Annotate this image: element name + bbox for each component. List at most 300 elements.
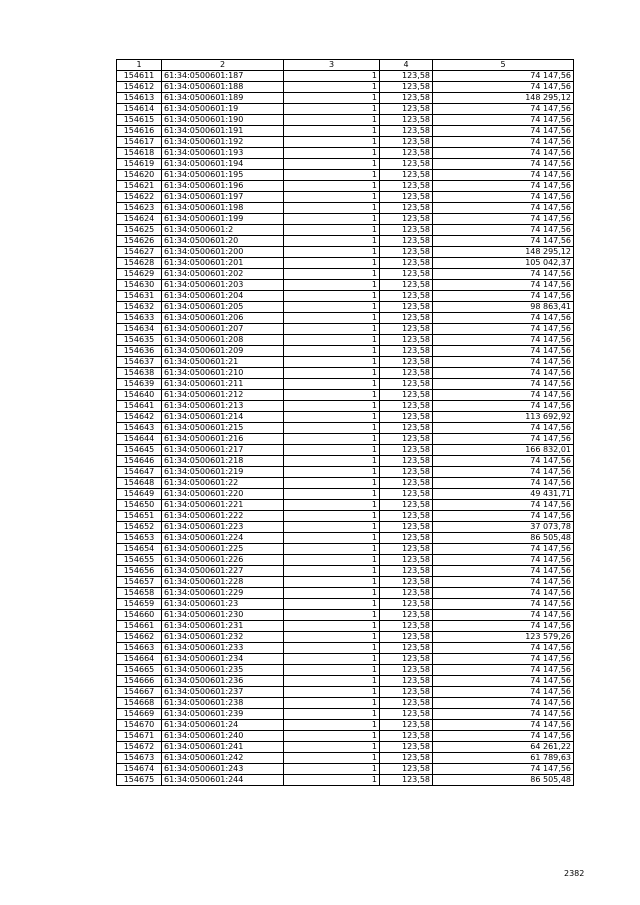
value-cell: 74 147,56 (433, 192, 574, 203)
count-cell: 1 (284, 291, 380, 302)
row-number-cell: 154640 (117, 390, 162, 401)
table-row (117, 687, 574, 698)
value-cell: 98 863,41 (433, 302, 574, 313)
area-cell: 123,58 (380, 236, 433, 247)
count-cell: 1 (284, 368, 380, 379)
cadastral-number-cell: 61:34:0500601:224 (162, 533, 284, 544)
column-header: 3 (284, 60, 380, 71)
table-row (117, 753, 574, 764)
table-row (117, 401, 574, 412)
count-cell: 1 (284, 71, 380, 82)
cadastral-number-cell: 61:34:0500601:204 (162, 291, 284, 302)
count-cell: 1 (284, 599, 380, 610)
value-cell: 74 147,56 (433, 478, 574, 489)
value-cell: 74 147,56 (433, 654, 574, 665)
value-cell: 74 147,56 (433, 291, 574, 302)
value-cell: 49 431,71 (433, 489, 574, 500)
cadastral-number-cell: 61:34:0500601:236 (162, 676, 284, 687)
count-cell: 1 (284, 192, 380, 203)
value-cell: 74 147,56 (433, 643, 574, 654)
area-cell: 123,58 (380, 159, 433, 170)
cadastral-number-cell: 61:34:0500601:228 (162, 577, 284, 588)
row-number-cell: 154661 (117, 621, 162, 632)
area-cell: 123,58 (380, 621, 433, 632)
count-cell: 1 (284, 247, 380, 258)
table-row (117, 467, 574, 478)
cadastral-number-cell: 61:34:0500601:240 (162, 731, 284, 742)
row-number-cell: 154619 (117, 159, 162, 170)
area-cell: 123,58 (380, 753, 433, 764)
row-number-cell: 154653 (117, 533, 162, 544)
area-cell: 123,58 (380, 148, 433, 159)
count-cell: 1 (284, 731, 380, 742)
area-cell: 123,58 (380, 170, 433, 181)
register-table (116, 59, 574, 786)
value-cell: 74 147,56 (433, 71, 574, 82)
value-cell: 148 295,12 (433, 93, 574, 104)
area-cell: 123,58 (380, 676, 433, 687)
count-cell: 1 (284, 170, 380, 181)
value-cell: 86 505,48 (433, 533, 574, 544)
cadastral-number-cell: 61:34:0500601:230 (162, 610, 284, 621)
count-cell: 1 (284, 753, 380, 764)
cadastral-number-cell: 61:34:0500601:232 (162, 632, 284, 643)
cadastral-number-cell: 61:34:0500601:197 (162, 192, 284, 203)
cadastral-number-cell: 61:34:0500601:225 (162, 544, 284, 555)
value-cell: 113 692,92 (433, 412, 574, 423)
area-cell: 123,58 (380, 588, 433, 599)
row-number-cell: 154613 (117, 93, 162, 104)
row-number-cell: 154636 (117, 346, 162, 357)
count-cell: 1 (284, 104, 380, 115)
count-cell: 1 (284, 632, 380, 643)
cadastral-number-cell: 61:34:0500601:207 (162, 324, 284, 335)
row-number-cell: 154670 (117, 720, 162, 731)
row-number-cell: 154622 (117, 192, 162, 203)
row-number-cell: 154620 (117, 170, 162, 181)
cadastral-number-cell: 61:34:0500601:239 (162, 709, 284, 720)
row-number-cell: 154621 (117, 181, 162, 192)
area-cell: 123,58 (380, 225, 433, 236)
cadastral-number-cell: 61:34:0500601:189 (162, 93, 284, 104)
area-cell: 123,58 (380, 544, 433, 555)
count-cell: 1 (284, 489, 380, 500)
value-cell: 148 295,12 (433, 247, 574, 258)
cadastral-number-cell: 61:34:0500601:21 (162, 357, 284, 368)
cadastral-number-cell: 61:34:0500601:213 (162, 401, 284, 412)
cadastral-number-cell: 61:34:0500601:24 (162, 720, 284, 731)
area-cell: 123,58 (380, 357, 433, 368)
cadastral-number-cell: 61:34:0500601:226 (162, 555, 284, 566)
row-number-cell: 154666 (117, 676, 162, 687)
cadastral-number-cell: 61:34:0500601:210 (162, 368, 284, 379)
row-number-cell: 154657 (117, 577, 162, 588)
row-number-cell: 154623 (117, 203, 162, 214)
table-row (117, 522, 574, 533)
value-cell: 166 832,01 (433, 445, 574, 456)
value-cell: 74 147,56 (433, 269, 574, 280)
count-cell: 1 (284, 720, 380, 731)
value-cell: 74 147,56 (433, 236, 574, 247)
area-cell: 123,58 (380, 280, 433, 291)
area-cell: 123,58 (380, 742, 433, 753)
row-number-cell: 154612 (117, 82, 162, 93)
value-cell: 74 147,56 (433, 148, 574, 159)
value-cell: 74 147,56 (433, 181, 574, 192)
row-number-cell: 154633 (117, 313, 162, 324)
table-row (117, 280, 574, 291)
area-cell: 123,58 (380, 412, 433, 423)
area-cell: 123,58 (380, 522, 433, 533)
count-cell: 1 (284, 379, 380, 390)
count-cell: 1 (284, 137, 380, 148)
table-row (117, 643, 574, 654)
cadastral-number-cell: 61:34:0500601:20 (162, 236, 284, 247)
area-cell: 123,58 (380, 489, 433, 500)
area-cell: 123,58 (380, 456, 433, 467)
count-cell: 1 (284, 621, 380, 632)
cadastral-number-cell: 61:34:0500601:214 (162, 412, 284, 423)
cadastral-number-cell: 61:34:0500601:19 (162, 104, 284, 115)
count-cell: 1 (284, 511, 380, 522)
value-cell: 74 147,56 (433, 170, 574, 181)
row-number-cell: 154637 (117, 357, 162, 368)
row-number-cell: 154624 (117, 214, 162, 225)
value-cell: 86 505,48 (433, 775, 574, 786)
cadastral-number-cell: 61:34:0500601:216 (162, 434, 284, 445)
value-cell: 74 147,56 (433, 610, 574, 621)
count-cell: 1 (284, 445, 380, 456)
table-row (117, 533, 574, 544)
area-cell: 123,58 (380, 434, 433, 445)
area-cell: 123,58 (380, 610, 433, 621)
table-row (117, 654, 574, 665)
value-cell: 64 261,22 (433, 742, 574, 753)
table-row (117, 214, 574, 225)
table-row (117, 742, 574, 753)
cadastral-number-cell: 61:34:0500601:241 (162, 742, 284, 753)
area-cell: 123,58 (380, 368, 433, 379)
count-cell: 1 (284, 775, 380, 786)
area-cell: 123,58 (380, 720, 433, 731)
table-row (117, 456, 574, 467)
count-cell: 1 (284, 225, 380, 236)
cadastral-number-cell: 61:34:0500601:194 (162, 159, 284, 170)
cadastral-number-cell: 61:34:0500601:227 (162, 566, 284, 577)
count-cell: 1 (284, 126, 380, 137)
area-cell: 123,58 (380, 775, 433, 786)
count-cell: 1 (284, 115, 380, 126)
cadastral-number-cell: 61:34:0500601:211 (162, 379, 284, 390)
table-row (117, 192, 574, 203)
value-cell: 105 042,37 (433, 258, 574, 269)
value-cell: 74 147,56 (433, 698, 574, 709)
value-cell: 74 147,56 (433, 456, 574, 467)
table-row (117, 775, 574, 786)
count-cell: 1 (284, 588, 380, 599)
count-cell: 1 (284, 687, 380, 698)
area-cell: 123,58 (380, 577, 433, 588)
value-cell: 74 147,56 (433, 555, 574, 566)
value-cell: 74 147,56 (433, 434, 574, 445)
area-cell: 123,58 (380, 478, 433, 489)
count-cell: 1 (284, 236, 380, 247)
table-row (117, 159, 574, 170)
table-row (117, 236, 574, 247)
cadastral-number-cell: 61:34:0500601:192 (162, 137, 284, 148)
count-cell: 1 (284, 423, 380, 434)
area-cell: 123,58 (380, 566, 433, 577)
count-cell: 1 (284, 93, 380, 104)
count-cell: 1 (284, 324, 380, 335)
row-number-cell: 154663 (117, 643, 162, 654)
table-row (117, 390, 574, 401)
cadastral-number-cell: 61:34:0500601:196 (162, 181, 284, 192)
cadastral-number-cell: 61:34:0500601:217 (162, 445, 284, 456)
value-cell: 74 147,56 (433, 401, 574, 412)
table-row (117, 764, 574, 775)
area-cell: 123,58 (380, 324, 433, 335)
table-row (117, 731, 574, 742)
table-row (117, 291, 574, 302)
table-row (117, 368, 574, 379)
area-cell: 123,58 (380, 247, 433, 258)
cadastral-number-cell: 61:34:0500601:244 (162, 775, 284, 786)
area-cell: 123,58 (380, 533, 433, 544)
value-cell: 74 147,56 (433, 577, 574, 588)
area-cell: 123,58 (380, 643, 433, 654)
area-cell: 123,58 (380, 654, 433, 665)
count-cell: 1 (284, 522, 380, 533)
area-cell: 123,58 (380, 632, 433, 643)
row-number-cell: 154646 (117, 456, 162, 467)
count-cell: 1 (284, 555, 380, 566)
area-cell: 123,58 (380, 764, 433, 775)
cadastral-number-cell: 61:34:0500601:238 (162, 698, 284, 709)
count-cell: 1 (284, 280, 380, 291)
table-row (117, 148, 574, 159)
value-cell: 74 147,56 (433, 566, 574, 577)
table-row (117, 610, 574, 621)
row-number-cell: 154654 (117, 544, 162, 555)
page-number: 2382 (564, 869, 585, 878)
cadastral-number-cell: 61:34:0500601:233 (162, 643, 284, 654)
table-row (117, 82, 574, 93)
value-cell: 74 147,56 (433, 709, 574, 720)
cadastral-number-cell: 61:34:0500601:198 (162, 203, 284, 214)
table-row (117, 489, 574, 500)
count-cell: 1 (284, 500, 380, 511)
table-row (117, 423, 574, 434)
count-cell: 1 (284, 159, 380, 170)
value-cell: 74 147,56 (433, 203, 574, 214)
cadastral-number-cell: 61:34:0500601:237 (162, 687, 284, 698)
value-cell: 74 147,56 (433, 764, 574, 775)
row-number-cell: 154668 (117, 698, 162, 709)
column-header: 2 (162, 60, 284, 71)
value-cell: 37 073,78 (433, 522, 574, 533)
area-cell: 123,58 (380, 258, 433, 269)
table-row (117, 379, 574, 390)
count-cell: 1 (284, 82, 380, 93)
row-number-cell: 154631 (117, 291, 162, 302)
count-cell: 1 (284, 665, 380, 676)
area-cell: 123,58 (380, 115, 433, 126)
area-cell: 123,58 (380, 599, 433, 610)
table-row (117, 258, 574, 269)
cadastral-number-cell: 61:34:0500601:215 (162, 423, 284, 434)
value-cell: 74 147,56 (433, 104, 574, 115)
cadastral-number-cell: 61:34:0500601:187 (162, 71, 284, 82)
row-number-cell: 154659 (117, 599, 162, 610)
row-number-cell: 154628 (117, 258, 162, 269)
row-number-cell: 154667 (117, 687, 162, 698)
area-cell: 123,58 (380, 731, 433, 742)
value-cell: 74 147,56 (433, 544, 574, 555)
value-cell: 74 147,56 (433, 313, 574, 324)
value-cell: 74 147,56 (433, 126, 574, 137)
count-cell: 1 (284, 214, 380, 225)
value-cell: 74 147,56 (433, 621, 574, 632)
table-row (117, 115, 574, 126)
count-cell: 1 (284, 357, 380, 368)
cadastral-number-cell: 61:34:0500601:191 (162, 126, 284, 137)
table-row (117, 181, 574, 192)
row-number-cell: 154626 (117, 236, 162, 247)
count-cell: 1 (284, 346, 380, 357)
table-row (117, 434, 574, 445)
row-number-cell: 154616 (117, 126, 162, 137)
count-cell: 1 (284, 698, 380, 709)
area-cell: 123,58 (380, 104, 433, 115)
area-cell: 123,58 (380, 291, 433, 302)
row-number-cell: 154652 (117, 522, 162, 533)
row-number-cell: 154648 (117, 478, 162, 489)
row-number-cell: 154632 (117, 302, 162, 313)
table-row (117, 698, 574, 709)
row-number-cell: 154673 (117, 753, 162, 764)
row-number-cell: 154634 (117, 324, 162, 335)
area-cell: 123,58 (380, 214, 433, 225)
row-number-cell: 154674 (117, 764, 162, 775)
count-cell: 1 (284, 456, 380, 467)
row-number-cell: 154649 (117, 489, 162, 500)
table-row (117, 137, 574, 148)
count-cell: 1 (284, 654, 380, 665)
column-header: 1 (117, 60, 162, 71)
count-cell: 1 (284, 258, 380, 269)
area-cell: 123,58 (380, 511, 433, 522)
table-row (117, 302, 574, 313)
row-number-cell: 154655 (117, 555, 162, 566)
table-row (117, 71, 574, 82)
value-cell: 74 147,56 (433, 214, 574, 225)
count-cell: 1 (284, 390, 380, 401)
value-cell: 74 147,56 (433, 731, 574, 742)
row-number-cell: 154656 (117, 566, 162, 577)
cadastral-number-cell: 61:34:0500601:212 (162, 390, 284, 401)
cadastral-number-cell: 61:34:0500601:202 (162, 269, 284, 280)
area-cell: 123,58 (380, 346, 433, 357)
row-number-cell: 154639 (117, 379, 162, 390)
row-number-cell: 154643 (117, 423, 162, 434)
row-number-cell: 154625 (117, 225, 162, 236)
row-number-cell: 154658 (117, 588, 162, 599)
row-number-cell: 154617 (117, 137, 162, 148)
value-cell: 74 147,56 (433, 115, 574, 126)
area-cell: 123,58 (380, 379, 433, 390)
row-number-cell: 154660 (117, 610, 162, 621)
table-row (117, 104, 574, 115)
count-cell: 1 (284, 643, 380, 654)
row-number-cell: 154645 (117, 445, 162, 456)
table-row (117, 445, 574, 456)
table-row (117, 357, 574, 368)
row-number-cell: 154627 (117, 247, 162, 258)
cadastral-number-cell: 61:34:0500601:188 (162, 82, 284, 93)
value-cell: 74 147,56 (433, 511, 574, 522)
table-row (117, 676, 574, 687)
row-number-cell: 154651 (117, 511, 162, 522)
value-cell: 74 147,56 (433, 346, 574, 357)
cadastral-number-cell: 61:34:0500601:220 (162, 489, 284, 500)
area-cell: 123,58 (380, 687, 433, 698)
row-number-cell: 154669 (117, 709, 162, 720)
cadastral-number-cell: 61:34:0500601:23 (162, 599, 284, 610)
table-row (117, 170, 574, 181)
row-number-cell: 154618 (117, 148, 162, 159)
table-row (117, 511, 574, 522)
count-cell: 1 (284, 676, 380, 687)
value-cell: 74 147,56 (433, 280, 574, 291)
value-cell: 74 147,56 (433, 588, 574, 599)
count-cell: 1 (284, 434, 380, 445)
cadastral-number-cell: 61:34:0500601:221 (162, 500, 284, 511)
area-cell: 123,58 (380, 302, 433, 313)
area-cell: 123,58 (380, 709, 433, 720)
area-cell: 123,58 (380, 126, 433, 137)
table-row (117, 269, 574, 280)
cadastral-number-cell: 61:34:0500601:208 (162, 335, 284, 346)
count-cell: 1 (284, 566, 380, 577)
table-row (117, 500, 574, 511)
table-row (117, 720, 574, 731)
row-number-cell: 154642 (117, 412, 162, 423)
count-cell: 1 (284, 269, 380, 280)
cadastral-number-cell: 61:34:0500601:209 (162, 346, 284, 357)
value-cell: 74 147,56 (433, 82, 574, 93)
table-row (117, 599, 574, 610)
cadastral-number-cell: 61:34:0500601:205 (162, 302, 284, 313)
count-cell: 1 (284, 181, 380, 192)
table-row (117, 93, 574, 104)
row-number-cell: 154615 (117, 115, 162, 126)
area-cell: 123,58 (380, 313, 433, 324)
row-number-cell: 154638 (117, 368, 162, 379)
cadastral-number-cell: 61:34:0500601:242 (162, 753, 284, 764)
cadastral-number-cell: 61:34:0500601:223 (162, 522, 284, 533)
value-cell: 74 147,56 (433, 500, 574, 511)
area-cell: 123,58 (380, 335, 433, 346)
row-number-cell: 154675 (117, 775, 162, 786)
row-number-cell: 154665 (117, 665, 162, 676)
count-cell: 1 (284, 467, 380, 478)
area-cell: 123,58 (380, 500, 433, 511)
count-cell: 1 (284, 610, 380, 621)
table-row (117, 313, 574, 324)
table-row (117, 335, 574, 346)
count-cell: 1 (284, 709, 380, 720)
